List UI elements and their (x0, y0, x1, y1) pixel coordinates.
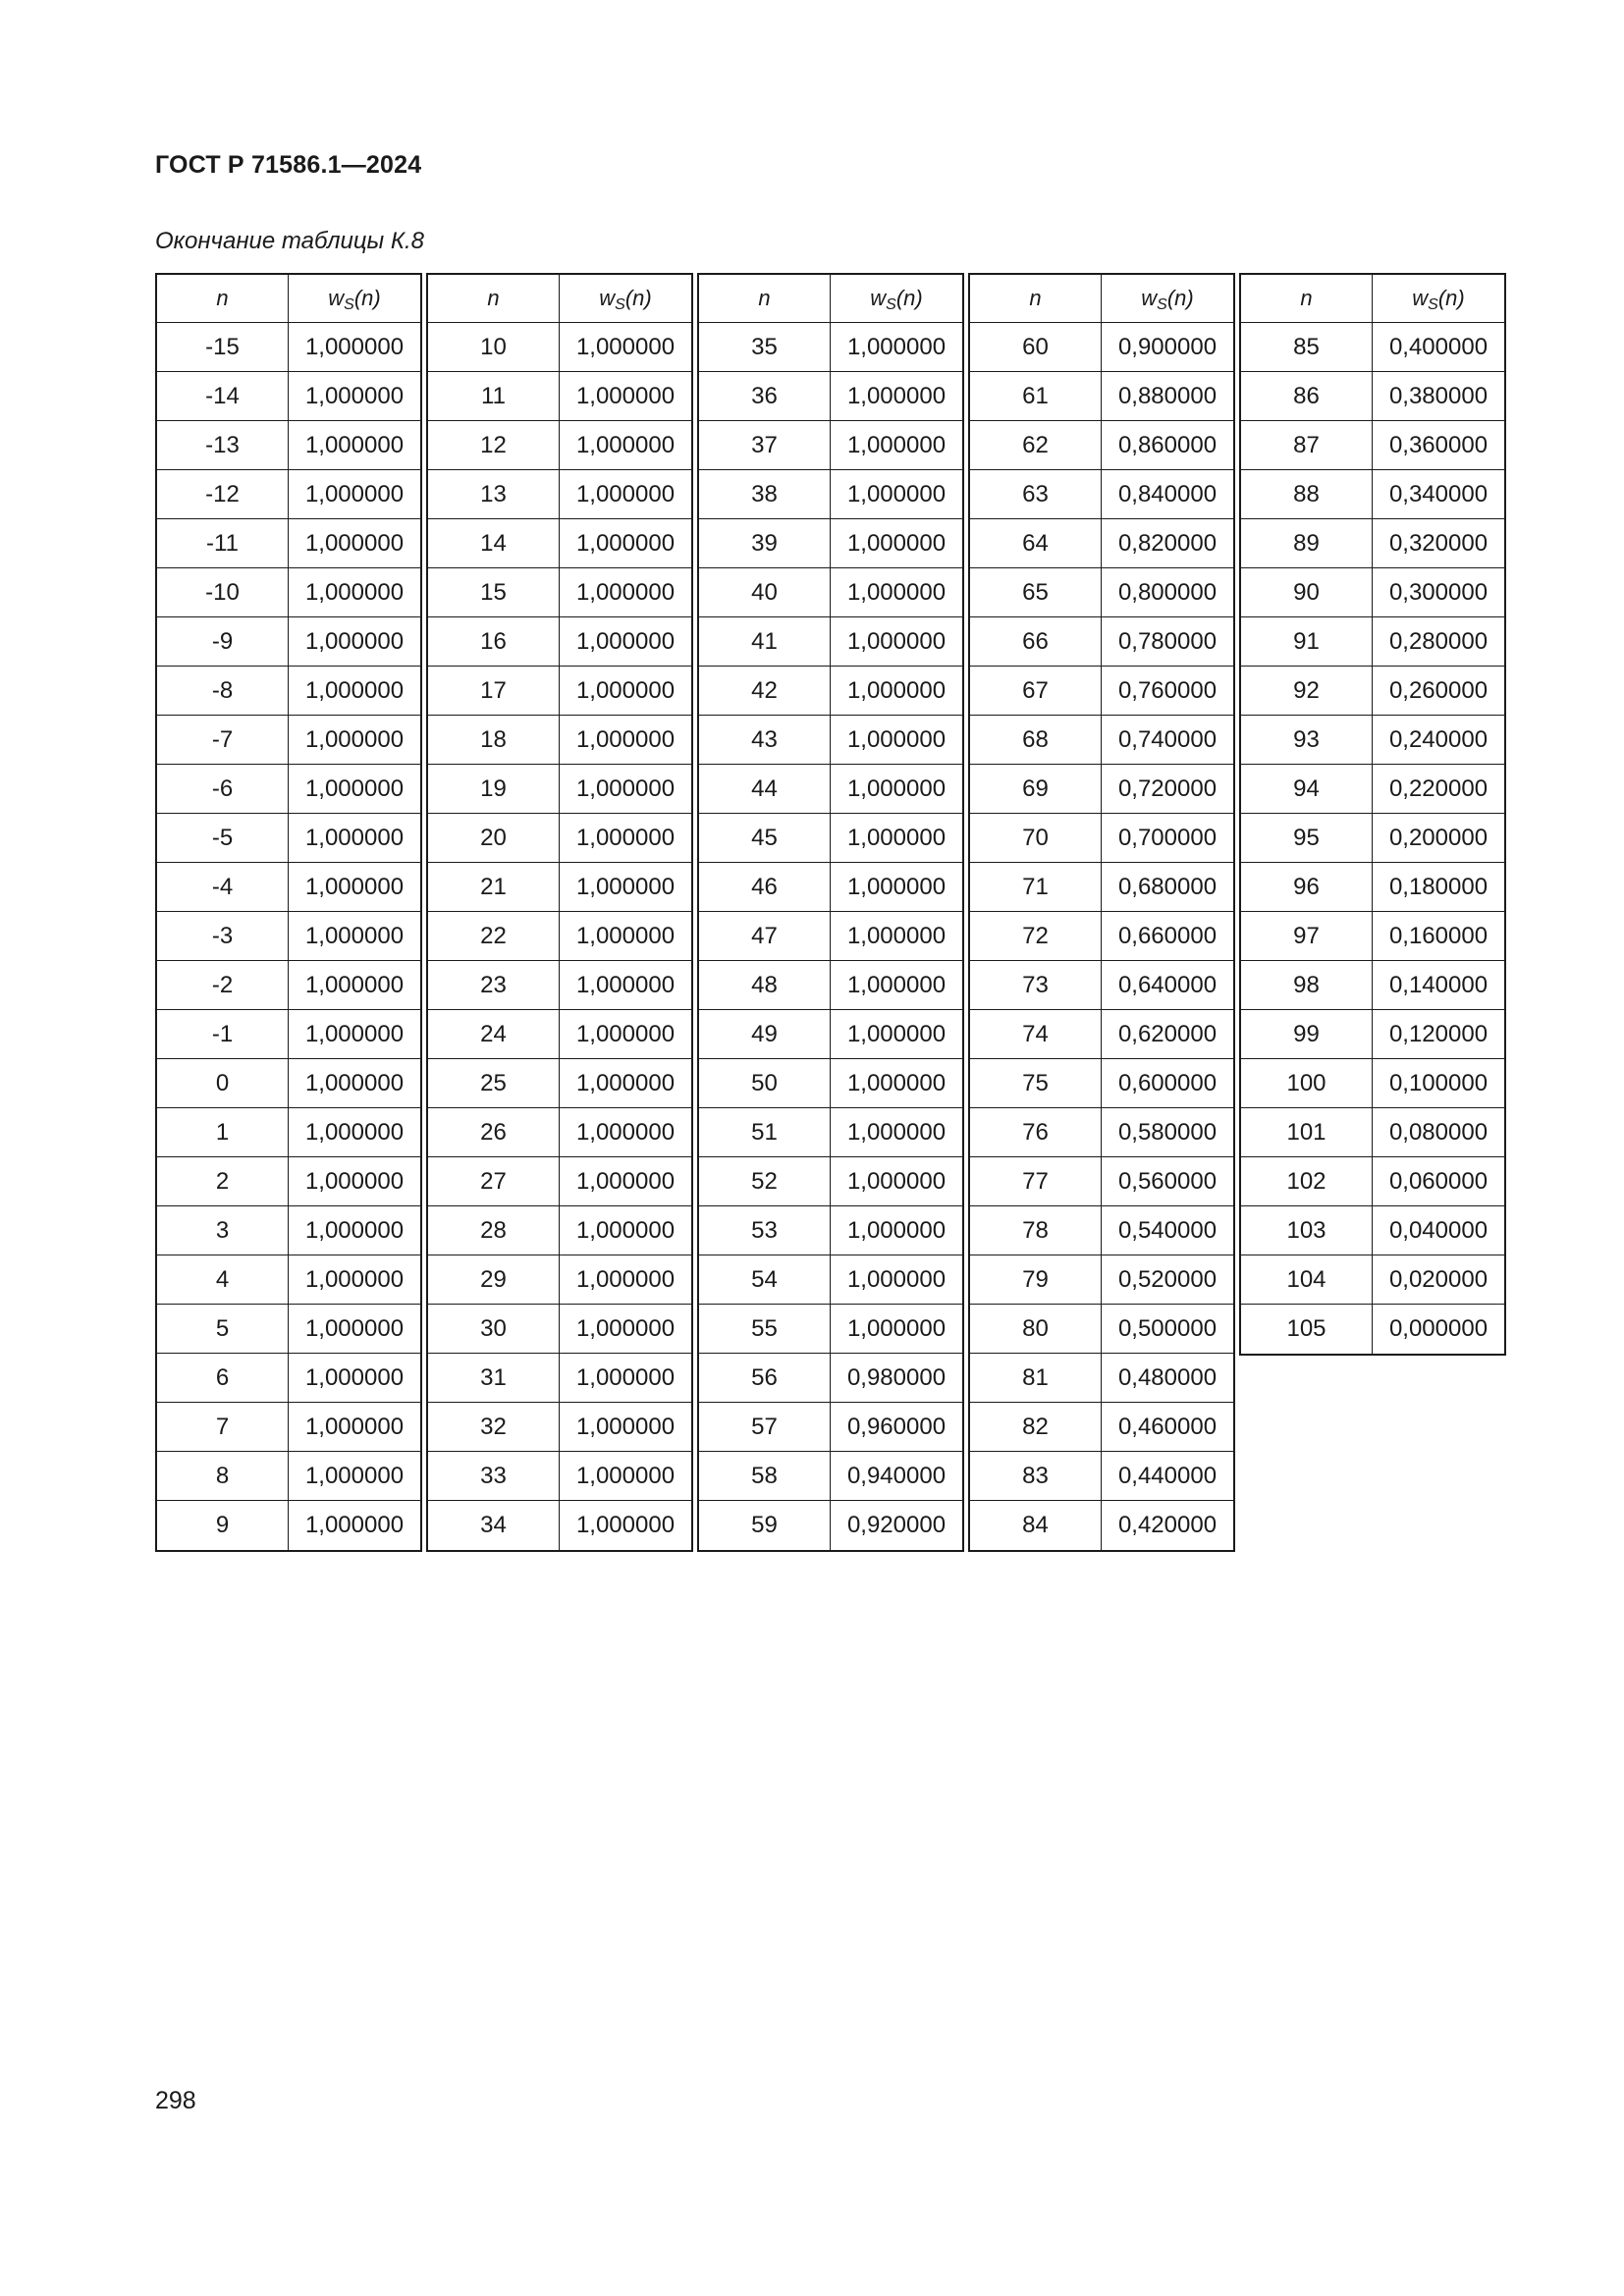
cell-n: 84 (970, 1501, 1102, 1550)
header-ws: w $_S$ (n) (831, 275, 962, 323)
cell-n: 105 (1241, 1305, 1373, 1354)
cell-n: 40 (699, 568, 831, 617)
cell-n: 32 (428, 1403, 560, 1452)
cell-n: 90 (1241, 568, 1373, 617)
cell-n: 80 (970, 1305, 1102, 1354)
cell-ws: 1,000000 (560, 568, 691, 617)
cell-ws: 1,000000 (831, 912, 962, 961)
cell-ws: 0,640000 (1102, 961, 1233, 1010)
cell-n: 68 (970, 716, 1102, 765)
cell-n: 54 (699, 1255, 831, 1305)
cell-ws: 1,000000 (831, 421, 962, 470)
cell-n: 103 (1241, 1206, 1373, 1255)
cell-n: 70 (970, 814, 1102, 863)
cell-ws: 1,000000 (289, 568, 420, 617)
document-header: ГОСТ Р 71586.1—2024 (155, 151, 422, 179)
cell-ws: 0,880000 (1102, 372, 1233, 421)
cell-n: 31 (428, 1354, 560, 1403)
cell-n: 83 (970, 1452, 1102, 1501)
cell-n: 38 (699, 470, 831, 519)
cell-ws: 1,000000 (831, 519, 962, 568)
cell-ws: 1,000000 (831, 617, 962, 667)
cell-n: 61 (970, 372, 1102, 421)
cell-n: 97 (1241, 912, 1373, 961)
cell-ws: 1,000000 (289, 519, 420, 568)
cell-ws: 1,000000 (831, 1108, 962, 1157)
cell-ws: 1,000000 (831, 470, 962, 519)
cell-ws: 0,620000 (1102, 1010, 1233, 1059)
cell-n: 71 (970, 863, 1102, 912)
cell-n: 98 (1241, 961, 1373, 1010)
cell-ws: 0,560000 (1102, 1157, 1233, 1206)
cell-n: 20 (428, 814, 560, 863)
cell-n: 42 (699, 667, 831, 716)
cell-ws: 1,000000 (289, 814, 420, 863)
cell-ws: 0,660000 (1102, 912, 1233, 961)
cell-ws: 1,000000 (289, 1354, 420, 1403)
header-n: n (157, 275, 289, 323)
cell-n: 10 (428, 323, 560, 372)
cell-n: 94 (1241, 765, 1373, 814)
cell-ws: 1,000000 (560, 765, 691, 814)
cell-ws: 1,000000 (831, 1206, 962, 1255)
cell-ws: 0,540000 (1102, 1206, 1233, 1255)
cell-n: -4 (157, 863, 289, 912)
cell-ws: 1,000000 (289, 617, 420, 667)
cell-n: 75 (970, 1059, 1102, 1108)
cell-n: 29 (428, 1255, 560, 1305)
table-block-2 (426, 273, 693, 1552)
cell-ws: 0,200000 (1373, 814, 1504, 863)
cell-ws: 1,000000 (289, 863, 420, 912)
cell-ws: 0,520000 (1102, 1255, 1233, 1305)
cell-ws: 1,000000 (289, 372, 420, 421)
cell-ws: 0,220000 (1373, 765, 1504, 814)
cell-ws: 0,900000 (1102, 323, 1233, 372)
cell-n: 24 (428, 1010, 560, 1059)
cell-n: 86 (1241, 372, 1373, 421)
cell-ws: 1,000000 (289, 1157, 420, 1206)
cell-ws: 1,000000 (831, 1157, 962, 1206)
cell-ws: 0,260000 (1373, 667, 1504, 716)
cell-ws: 1,000000 (289, 961, 420, 1010)
cell-ws: 1,000000 (575, 1512, 676, 1538)
cell-ws: 1,000000 (560, 323, 691, 372)
cell-n: 60 (970, 323, 1102, 372)
table-block-1 (155, 273, 422, 1552)
header-ws: w $_S$ (n) (289, 275, 420, 323)
cell-n: 58 (699, 1452, 831, 1501)
cell-n: 22 (428, 912, 560, 961)
cell-n: -14 (157, 372, 289, 421)
cell-ws: 0,440000 (1102, 1452, 1233, 1501)
cell-ws: 0,180000 (1373, 863, 1504, 912)
cell-ws: 1,000000 (831, 961, 962, 1010)
cell-n: 93 (1241, 716, 1373, 765)
cell-n: 14 (428, 519, 560, 568)
table-block-5 (1239, 273, 1506, 1356)
cell-ws: 1,000000 (289, 912, 420, 961)
cell-n: 15 (428, 568, 560, 617)
cell-n: 25 (428, 1059, 560, 1108)
cell-ws: 0,160000 (1373, 912, 1504, 961)
cell-ws: 1,000000 (289, 323, 420, 372)
cell-ws: 1,000000 (289, 1255, 420, 1305)
cell-ws: 1,000000 (289, 1305, 420, 1354)
cell-n: 6 (157, 1354, 289, 1403)
cell-n: 62 (970, 421, 1102, 470)
cell-ws: 0,840000 (1102, 470, 1233, 519)
cell-n: 66 (970, 617, 1102, 667)
data-table (155, 273, 1506, 1552)
cell-n: 34 (428, 1501, 560, 1550)
cell-n: 63 (970, 470, 1102, 519)
cell-n: 77 (970, 1157, 1102, 1206)
cell-n: 48 (699, 961, 831, 1010)
header-n: n (428, 275, 560, 323)
cell-n: 30 (428, 1305, 560, 1354)
cell-n: -2 (157, 961, 289, 1010)
cell-ws: 0,240000 (1373, 716, 1504, 765)
cell-ws: 0,940000 (831, 1452, 962, 1501)
cell-n: 1 (157, 1108, 289, 1157)
cell-n: 11 (428, 372, 560, 421)
cell-ws: 1,000000 (831, 1010, 962, 1059)
cell-n: 89 (1241, 519, 1373, 568)
cell-ws: 1,000000 (560, 617, 691, 667)
cell-ws: 1,000000 (831, 372, 962, 421)
cell-n: 102 (1241, 1157, 1373, 1206)
cell-ws: 0,320000 (1373, 519, 1504, 568)
cell-n: 79 (970, 1255, 1102, 1305)
cell-n: 55 (699, 1305, 831, 1354)
cell-n: 50 (699, 1059, 831, 1108)
header-n: n (970, 275, 1102, 323)
cell-ws: 0,300000 (1373, 568, 1504, 617)
cell-ws: 1,000000 (560, 1010, 691, 1059)
cell-ws: 1,000000 (289, 1403, 420, 1452)
cell-n: -1 (157, 1010, 289, 1059)
cell-n: 49 (699, 1010, 831, 1059)
cell-ws: 0,100000 (1373, 1059, 1504, 1108)
cell-n: 104 (1241, 1255, 1373, 1305)
cell-n: 23 (428, 961, 560, 1010)
cell-ws: 1,000000 (560, 372, 691, 421)
cell-n: 35 (699, 323, 831, 372)
cell-n: 45 (699, 814, 831, 863)
cell-n: 39 (699, 519, 831, 568)
cell-ws: 1,000000 (304, 1512, 405, 1538)
header-ws: w $_S$ (n) (1373, 275, 1504, 323)
cell-ws: 0,740000 (1102, 716, 1233, 765)
cell-n: 65 (970, 568, 1102, 617)
cell-ws: 0,000000 (1388, 1315, 1489, 1342)
cell-ws: 1,000000 (289, 421, 420, 470)
cell-n: 57 (699, 1403, 831, 1452)
cell-ws: 1,000000 (831, 863, 962, 912)
cell-ws: 0,040000 (1373, 1206, 1504, 1255)
cell-n: 73 (970, 961, 1102, 1010)
cell-ws: 1,000000 (560, 1354, 691, 1403)
cell-ws: 0,680000 (1102, 863, 1233, 912)
cell-n: 21 (428, 863, 560, 912)
header-n: n (1241, 275, 1373, 323)
cell-n: -15 (157, 323, 289, 372)
cell-n: 76 (970, 1108, 1102, 1157)
cell-n: 92 (1241, 667, 1373, 716)
cell-n: -9 (157, 617, 289, 667)
cell-n: 72 (970, 912, 1102, 961)
cell-ws: 0,460000 (1102, 1403, 1233, 1452)
cell-ws: 1,000000 (560, 1403, 691, 1452)
cell-ws: 0,060000 (1373, 1157, 1504, 1206)
cell-ws: 0,920000 (846, 1512, 947, 1538)
cell-n: 82 (970, 1403, 1102, 1452)
cell-ws: 0,980000 (831, 1354, 962, 1403)
cell-n: 81 (970, 1354, 1102, 1403)
cell-n: 37 (699, 421, 831, 470)
header-ws: w $_S$ (n) (1102, 275, 1233, 323)
cell-n: 85 (1241, 323, 1373, 372)
cell-ws: 0,140000 (1373, 961, 1504, 1010)
cell-ws: 0,120000 (1373, 1010, 1504, 1059)
cell-ws: 0,380000 (1373, 372, 1504, 421)
table-caption: Окончание таблицы К.8 (155, 228, 425, 254)
cell-n: 74 (970, 1010, 1102, 1059)
cell-n: 3 (157, 1206, 289, 1255)
cell-n: 2 (157, 1157, 289, 1206)
cell-n: 17 (428, 667, 560, 716)
cell-ws: 1,000000 (560, 912, 691, 961)
cell-n: 19 (428, 765, 560, 814)
cell-n: 18 (428, 716, 560, 765)
cell-n: 9 (157, 1501, 289, 1550)
cell-ws: 1,000000 (560, 667, 691, 716)
table-block-4 (968, 273, 1235, 1552)
cell-n: 53 (699, 1206, 831, 1255)
cell-ws: 0,860000 (1102, 421, 1233, 470)
cell-ws: 1,000000 (560, 1305, 691, 1354)
cell-ws: 0,580000 (1102, 1108, 1233, 1157)
cell-n: 67 (970, 667, 1102, 716)
cell-n: -12 (157, 470, 289, 519)
cell-ws: 0,020000 (1373, 1255, 1504, 1305)
cell-ws: 1,000000 (289, 1452, 420, 1501)
cell-ws: 1,000000 (560, 421, 691, 470)
cell-ws: 1,000000 (289, 1010, 420, 1059)
cell-n: 28 (428, 1206, 560, 1255)
cell-n: 4 (157, 1255, 289, 1305)
cell-n: 96 (1241, 863, 1373, 912)
cell-ws: 1,000000 (560, 519, 691, 568)
cell-ws: 1,000000 (289, 1059, 420, 1108)
cell-ws: 1,000000 (831, 667, 962, 716)
cell-n: 44 (699, 765, 831, 814)
cell-ws: 0,280000 (1373, 617, 1504, 667)
cell-ws: 1,000000 (289, 1108, 420, 1157)
cell-n: -10 (157, 568, 289, 617)
cell-n: 5 (157, 1305, 289, 1354)
cell-ws: 1,000000 (560, 1108, 691, 1157)
cell-n: 69 (970, 765, 1102, 814)
cell-ws: 0,760000 (1102, 667, 1233, 716)
cell-ws: 0,600000 (1102, 1059, 1233, 1108)
cell-ws: 1,000000 (560, 716, 691, 765)
cell-ws: 1,000000 (560, 1157, 691, 1206)
cell-n: -7 (157, 716, 289, 765)
cell-n: 8 (157, 1452, 289, 1501)
cell-n: -13 (157, 421, 289, 470)
cell-n: 47 (699, 912, 831, 961)
cell-ws: 1,000000 (831, 814, 962, 863)
cell-n: 91 (1241, 617, 1373, 667)
cell-n: -6 (157, 765, 289, 814)
cell-ws: 0,360000 (1373, 421, 1504, 470)
cell-ws: 1,000000 (831, 1059, 962, 1108)
cell-n: 88 (1241, 470, 1373, 519)
cell-n: 64 (970, 519, 1102, 568)
cell-n: 101 (1241, 1108, 1373, 1157)
cell-ws: 1,000000 (560, 1059, 691, 1108)
cell-ws: 0,720000 (1102, 765, 1233, 814)
cell-n: 12 (428, 421, 560, 470)
cell-ws: 0,340000 (1373, 470, 1504, 519)
cell-n: 13 (428, 470, 560, 519)
page-number: 298 (155, 2087, 196, 2114)
cell-ws: 0,420000 (1117, 1512, 1218, 1538)
cell-ws: 1,000000 (831, 568, 962, 617)
cell-ws: 0,820000 (1102, 519, 1233, 568)
header-ws: w $_S$ (n) (560, 275, 691, 323)
cell-n: 0 (157, 1059, 289, 1108)
cell-n: -8 (157, 667, 289, 716)
cell-n: 36 (699, 372, 831, 421)
cell-n: 87 (1241, 421, 1373, 470)
cell-ws: 0,500000 (1102, 1305, 1233, 1354)
cell-ws: 1,000000 (560, 863, 691, 912)
cell-ws: 0,480000 (1102, 1354, 1233, 1403)
cell-n: 59 (699, 1501, 831, 1550)
cell-ws: 1,000000 (289, 470, 420, 519)
cell-n: 46 (699, 863, 831, 912)
cell-n: 99 (1241, 1010, 1373, 1059)
cell-ws: 0,080000 (1373, 1108, 1504, 1157)
cell-ws: 1,000000 (289, 765, 420, 814)
cell-ws: 1,000000 (560, 961, 691, 1010)
cell-ws: 1,000000 (560, 1206, 691, 1255)
cell-ws: 1,000000 (560, 1255, 691, 1305)
table-block-3 (697, 273, 964, 1552)
cell-n: 27 (428, 1157, 560, 1206)
cell-ws: 1,000000 (560, 814, 691, 863)
cell-n: 52 (699, 1157, 831, 1206)
cell-n: -5 (157, 814, 289, 863)
cell-ws: 1,000000 (560, 470, 691, 519)
cell-n: 7 (157, 1403, 289, 1452)
cell-ws: 0,960000 (831, 1403, 962, 1452)
header-n: n (699, 275, 831, 323)
cell-ws: 1,000000 (289, 716, 420, 765)
cell-n: 100 (1241, 1059, 1373, 1108)
cell-n: -11 (157, 519, 289, 568)
cell-n: 26 (428, 1108, 560, 1157)
cell-n: 56 (699, 1354, 831, 1403)
cell-ws: 1,000000 (831, 1255, 962, 1305)
cell-ws: 0,800000 (1102, 568, 1233, 617)
cell-n: 33 (428, 1452, 560, 1501)
cell-ws: 1,000000 (831, 323, 962, 372)
cell-ws: 0,700000 (1102, 814, 1233, 863)
cell-ws: 1,000000 (831, 765, 962, 814)
cell-n: -3 (157, 912, 289, 961)
cell-n: 51 (699, 1108, 831, 1157)
cell-n: 43 (699, 716, 831, 765)
cell-n: 78 (970, 1206, 1102, 1255)
cell-ws: 0,400000 (1373, 323, 1504, 372)
cell-n: 95 (1241, 814, 1373, 863)
cell-n: 16 (428, 617, 560, 667)
cell-ws: 1,000000 (831, 716, 962, 765)
cell-n: 41 (699, 617, 831, 667)
cell-ws: 0,780000 (1102, 617, 1233, 667)
cell-ws: 1,000000 (560, 1452, 691, 1501)
cell-ws: 1,000000 (289, 1206, 420, 1255)
cell-ws: 1,000000 (831, 1305, 962, 1354)
cell-ws: 1,000000 (289, 667, 420, 716)
